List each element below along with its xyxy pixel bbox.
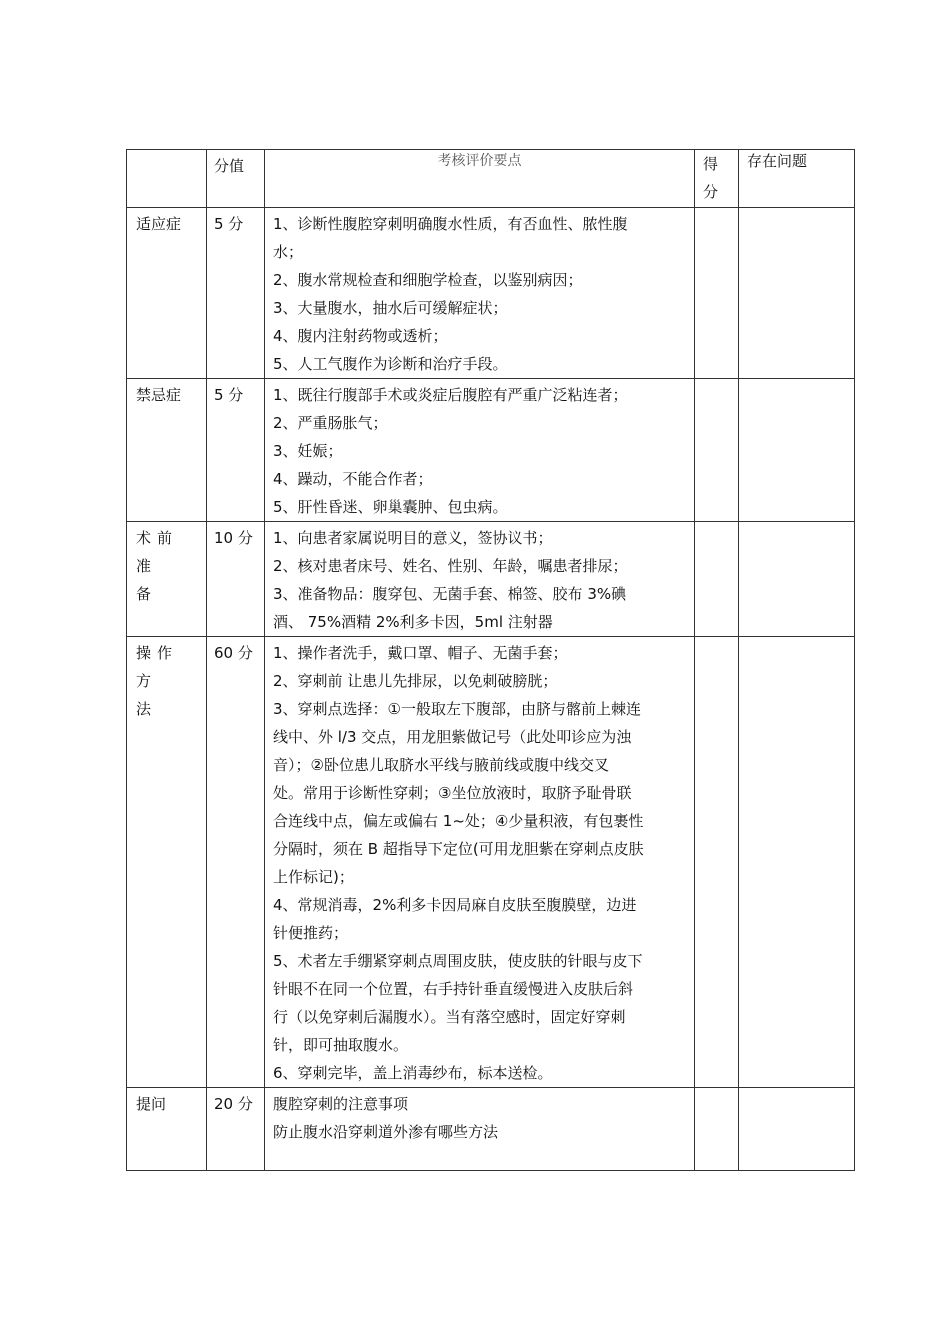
point-line: 2、核对患者床号、姓名、性别、年龄，嘱患者排尿； <box>273 557 628 575</box>
row-item: 术前准 备 <box>136 529 179 603</box>
point-line: 处。常用于诊断性穿刺；③坐位放液时，取脐予耻骨联 <box>273 784 632 802</box>
header-points-cell <box>265 150 695 208</box>
header-points: 考核评价要点 <box>437 153 522 169</box>
point-line: 1、诊断性腹腔穿刺明确腹水性质，有否血性、脓性腹 <box>273 215 628 233</box>
table-row <box>127 208 855 379</box>
point-line: 线中、外 l/3 交点，用龙胆紫做记号（此处叩诊应为浊 <box>273 728 632 746</box>
point-line: 水； <box>273 243 304 261</box>
point-line: 4、常规消毒，2%利多卡因局麻自皮肤至腹膜壁，边进 <box>273 896 637 914</box>
row-item: 操作方 法 <box>136 644 179 718</box>
header-problems: 存在问题 <box>747 152 808 170</box>
row-got-cell <box>695 208 739 379</box>
point-line: 5、肝性昏迷、卵巢囊肿、包虫病。 <box>273 498 508 516</box>
point-line: 防止腹水沿穿刺道外渗有哪些方法 <box>273 1123 499 1141</box>
header-got: 得 分 <box>703 155 719 201</box>
table-row <box>127 522 855 637</box>
row-problems-cell <box>739 379 855 522</box>
row-problems-cell <box>739 208 855 379</box>
row-points <box>265 379 694 521</box>
row-points <box>265 522 694 636</box>
point-line: 2、严重肠胀气； <box>273 414 388 432</box>
row-got-cell <box>695 522 739 637</box>
row-score: 5 分 <box>214 386 244 404</box>
row-item: 提问 <box>136 1095 167 1113</box>
point-line: 4、腹内注射药物或透析； <box>273 327 448 345</box>
point-line: 3、穿刺点选择：①一般取左下腹部，由脐与髂前上棘连 <box>273 700 641 718</box>
point-line: 6、穿刺完毕，盖上消毒纱布，标本送检。 <box>273 1064 553 1082</box>
point-line: 音）；②卧位患儿取脐水平线与腋前线或腹中线交叉 <box>273 756 609 774</box>
point-line: 行（以免穿刺后漏腹水）。当有落空感时，固定好穿刺 <box>273 1008 626 1026</box>
table-row <box>127 379 855 522</box>
header-score-cell <box>207 150 265 208</box>
point-line: 4、躁动，不能合作者； <box>273 470 433 488</box>
table-row <box>127 637 855 1088</box>
row-score: 60 分 <box>214 644 253 662</box>
point-line: 针，即可抽取腹水。 <box>273 1036 409 1054</box>
row-item: 禁忌症 <box>136 386 182 404</box>
point-line: 酒、 75%酒精 2%利多卡因，5ml 注射器 <box>273 613 553 631</box>
point-line: 1、既往行腹部手术或炎症后腹腔有严重广泛粘连者； <box>273 386 628 404</box>
evaluation-table <box>126 149 855 1171</box>
point-line: 1、向患者家属说明目的意义，签协议书； <box>273 529 553 547</box>
point-line: 针眼不在同一个位置，右手持针垂直缓慢进入皮肤后斜 <box>273 980 634 998</box>
point-line: 2、穿刺前 让患儿先排尿，以免刺破膀胱； <box>273 672 558 690</box>
row-score: 20 分 <box>214 1095 253 1113</box>
row-got-cell <box>695 379 739 522</box>
row-points <box>265 1088 694 1146</box>
point-line: 腹腔穿刺的注意事项 <box>273 1095 409 1113</box>
row-score: 5 分 <box>214 215 244 233</box>
point-line: 3、妊娠； <box>273 442 343 460</box>
point-line: 3、大量腹水，抽水后可缓解症状； <box>273 299 508 317</box>
point-line: 5、术者左手绷紧穿刺点周围皮肤，使皮肤的针眼与皮下 <box>273 952 643 970</box>
row-score: 10 分 <box>214 529 253 547</box>
point-line: 上作标记)； <box>273 868 354 886</box>
row-points <box>265 208 694 378</box>
row-problems-cell <box>739 637 855 1088</box>
table-row <box>127 1088 855 1171</box>
point-line: 合连线中点，偏左或偏右 1~处；④少量积液，有包裹性 <box>273 812 644 830</box>
row-problems-cell <box>739 522 855 637</box>
header-got-cell <box>695 150 739 208</box>
table-header-row <box>127 150 855 208</box>
row-item: 适应症 <box>136 215 182 233</box>
row-points <box>265 637 694 1087</box>
point-line: 分隔时，须在 B 超指导下定位(可用龙胆紫在穿刺点皮肤 <box>273 840 644 858</box>
point-line: 3、准备物品：腹穿包、无菌手套、棉签、胶布 3%碘 <box>273 585 627 603</box>
row-got-cell <box>695 1088 739 1171</box>
point-line: 1、操作者洗手，戴口罩、帽子、无菌手套； <box>273 644 568 662</box>
row-got-cell <box>695 637 739 1088</box>
point-line: 2、腹水常规检查和细胞学检查，以鉴别病因； <box>273 271 583 289</box>
point-line: 针便推药； <box>273 924 349 942</box>
point-line: 5、人工气腹作为诊断和治疗手段。 <box>273 355 508 373</box>
row-problems-cell <box>739 1088 855 1171</box>
header-problems-cell <box>739 150 855 208</box>
header-score: 分值 <box>214 157 245 175</box>
header-item-cell <box>127 150 207 208</box>
